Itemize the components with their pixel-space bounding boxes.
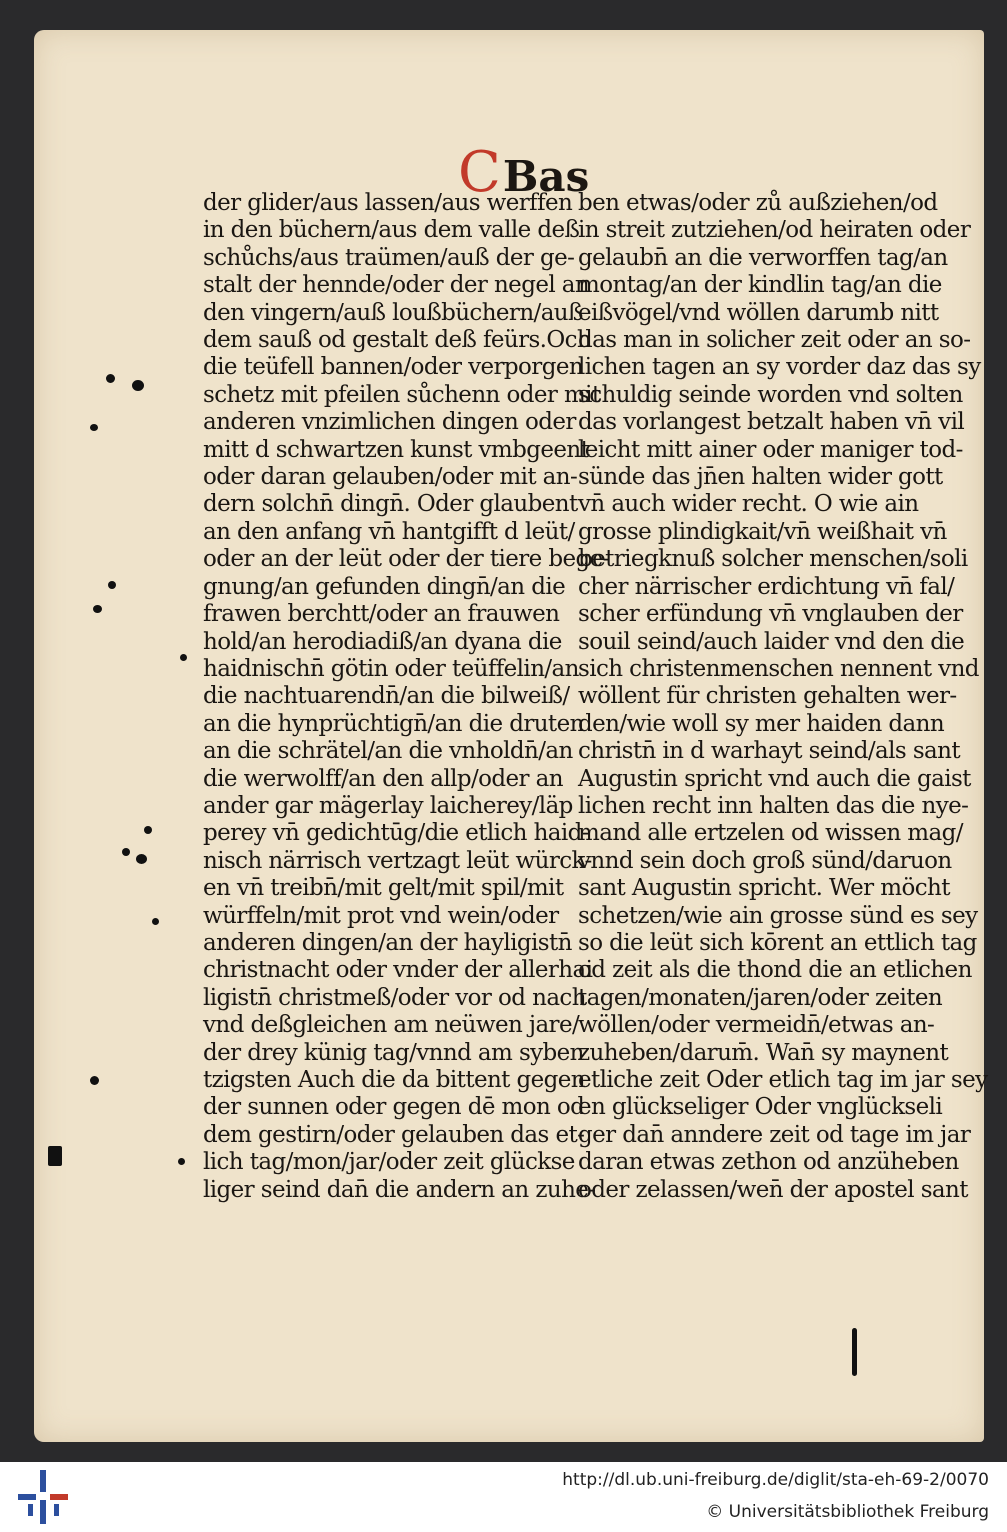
text-line: sünde das jn̄en halten wider gott [578,464,943,491]
text-line: scher erfündung vn̄ vnglauben der [578,601,963,628]
text-line: die teüfell bannen/oder verporgen [203,354,584,381]
text-line: oder daran gelauben/oder mit an- [203,464,578,491]
ink-mark [852,1328,857,1376]
text-line: das vorlangest betzalt haben vn̄ vil [578,409,965,436]
text-line: od zeit als die thond die an etlichen [578,957,972,984]
text-line: ander gar mägerlay laicherey/läp [203,792,573,819]
text-line: wöllen/oder vermeidn̄/etwas an- [578,1012,935,1039]
text-line: lichen tagen an sy vorder daz das sy [578,354,981,381]
text-line: hold/an herodiadiß/an dyana die [203,628,562,655]
text-line: dern solchn̄ dingn̄. Oder glaubent [203,491,578,518]
library-logo-icon [18,1470,68,1524]
text-line: vnd deßgleichen am neüwen jare/ [203,1012,580,1039]
ink-blot [106,374,115,383]
text-line: Augustin spricht vnd auch die gaist [578,765,971,792]
text-line: tagen/monaten/jaren/oder zeiten [578,984,943,1011]
ink-blot [152,918,159,925]
text-line: der glider/aus lassen/aus werffen [203,190,573,216]
ink-blot [132,380,144,391]
text-line: ger dan̄ anndere zeit od tage im jar [578,1121,971,1148]
text-line: oder zelassen/wen̄ der apostel sant [578,1176,968,1203]
text-line: en vn̄ treibn̄/mit gelt/mit spil/mit [203,875,564,902]
text-line: dem gestirn/oder gelauben das et- [203,1121,585,1148]
text-line: lichen recht inn halten das die nye- [578,792,969,819]
text-line: vn̄ auch wider recht. O wie ain [578,491,919,518]
heading-word: Bas [502,152,590,201]
text-line: der drey künig tag/vnnd am syben [203,1039,584,1066]
text-line: den/wie woll sy mer haiden dann [578,710,945,737]
ink-blot [90,424,98,431]
ink-blot [93,605,102,613]
text-line: die werwolff/an den allp/oder an [203,765,563,792]
text-line: mitt d schwartzen kunst vmbgeent [203,436,590,463]
text-line: sich christenmenschen nennent vnd [578,655,979,682]
text-line: schuldig seinde worden vnd solten [578,381,963,408]
text-line: sant Augustin spricht. Wer möcht [578,875,950,902]
text-line: an die schrätel/an die vnholdn̄/an [203,738,573,765]
text-line: gelaubn̄ an die verworffen tag/an [578,244,948,271]
text-line: zuheben/darum̄. Wan̄ sy maynent [578,1039,949,1066]
ink-blot [122,848,130,856]
text-line: haidnischn̄ götin oder teüffelin/an [203,655,579,682]
text-line: leicht mitt ainer oder maniger tod- [578,436,963,463]
text-line: die nachtuarendn̄/an die bilweiß/ [203,683,570,710]
text-line: ben etwas/oder zů außziehen/od [578,190,938,216]
text-line: liger seind dan̄ die andern an zuhe- [203,1176,596,1203]
text-line: so die leüt sich kōrent an ettlich tag [578,929,977,956]
text-line: tzigsten Auch die da bittent gegen [203,1067,586,1093]
text-line: mand alle ertzelen od wissen mag/ [578,820,963,847]
text-line: daran etwas zethon od anzüheben [578,1149,959,1176]
footer-bar [0,1462,1007,1532]
text-line: würffeln/mit prot vnd wein/oder [203,902,559,929]
ink-mark [48,1146,62,1166]
text-line: gnung/an gefunden dingn̄/an die [203,573,566,600]
text-line: frawen berchtt/oder an frauwen [203,601,560,628]
text-line: das man in solicher zeit oder an so- [578,327,971,354]
text-line: an die hynprüchtign̄/an die druten [203,710,584,737]
text-line: dem sauß od gestalt deß feürs.Och [203,327,592,354]
heading-initial: C [458,140,501,205]
text-line: oder an der leüt oder der tiere bege- [203,546,610,573]
text-line: den vingern/auß loußbüchern/auß [203,299,583,326]
text-line: schůchs/aus traümen/auß der ge- [203,244,575,271]
ink-blot [90,1076,99,1085]
text-line: an den anfang vn̄ hantgifft d leüt/ [203,518,575,545]
text-line: en glückseliger Oder vnglückseli [578,1094,943,1121]
ink-blot [144,826,152,834]
text-line: nisch närrisch vertzagt leüt würck- [203,847,592,874]
left-text-column [203,190,610,1204]
right-text-column [578,190,988,1204]
text-line: cher närrischer erdichtung vn̄ fal/ [578,573,955,600]
text-line: etliche zeit Oder etlich tag im jar sey [578,1067,988,1093]
text-line: christnacht oder vnder der allerhai [203,957,593,984]
text-line: anderen dingen/an der hayligistn̄ [203,929,572,956]
text-line: montag/an der kindlin tag/an die [578,272,942,299]
text-line: eißvögel/vnd wöllen darumb nitt [578,299,939,326]
text-line: stalt der hennde/oder der negel an [203,272,590,299]
text-line: grosse plindigkait/vn̄ weißhait vn̄ [578,518,947,545]
ink-blot [108,581,116,589]
ink-blot [136,854,147,864]
text-line: wöllent für christen gehalten wer- [578,683,957,710]
text-line: lich tag/mon/jar/oder zeit glückse [203,1149,575,1176]
ink-blot [178,1158,185,1165]
ink-blot [180,654,187,661]
text-line: der sunnen oder gegen dē mon od [203,1094,585,1121]
text-line: anderen vnzimlichen dingen oder [203,409,576,436]
text-line: souil seind/auch laider vnd den die [578,628,965,655]
text-line: vnnd sein doch groß sünd/daruon [578,847,952,874]
text-line: schetz mit pfeilen sůchenn oder mit [203,381,601,408]
text-line: schetzen/wie ain grosse sünd es sey [578,902,978,929]
source-url-link[interactable]: http://dl.ub.uni-freiburg.de/diglit/sta-eh-69-2/0070 [562,1470,989,1490]
copyright-text: © Universitätsbibliothek Freiburg [706,1502,989,1522]
text-line: ligistn̄ christmeß/oder vor od nach [203,984,586,1011]
text-line: perey vn̄ gedichtūg/die etlich haid- [203,820,589,847]
text-line: in den büchern/aus dem valle deß [203,217,580,244]
text-line: christn̄ in d warhayt seind/als sant [578,738,961,765]
text-line: betriegknuß solcher menschen/soli [578,546,968,573]
text-line: in streit zutziehen/od heiraten oder [578,217,971,244]
